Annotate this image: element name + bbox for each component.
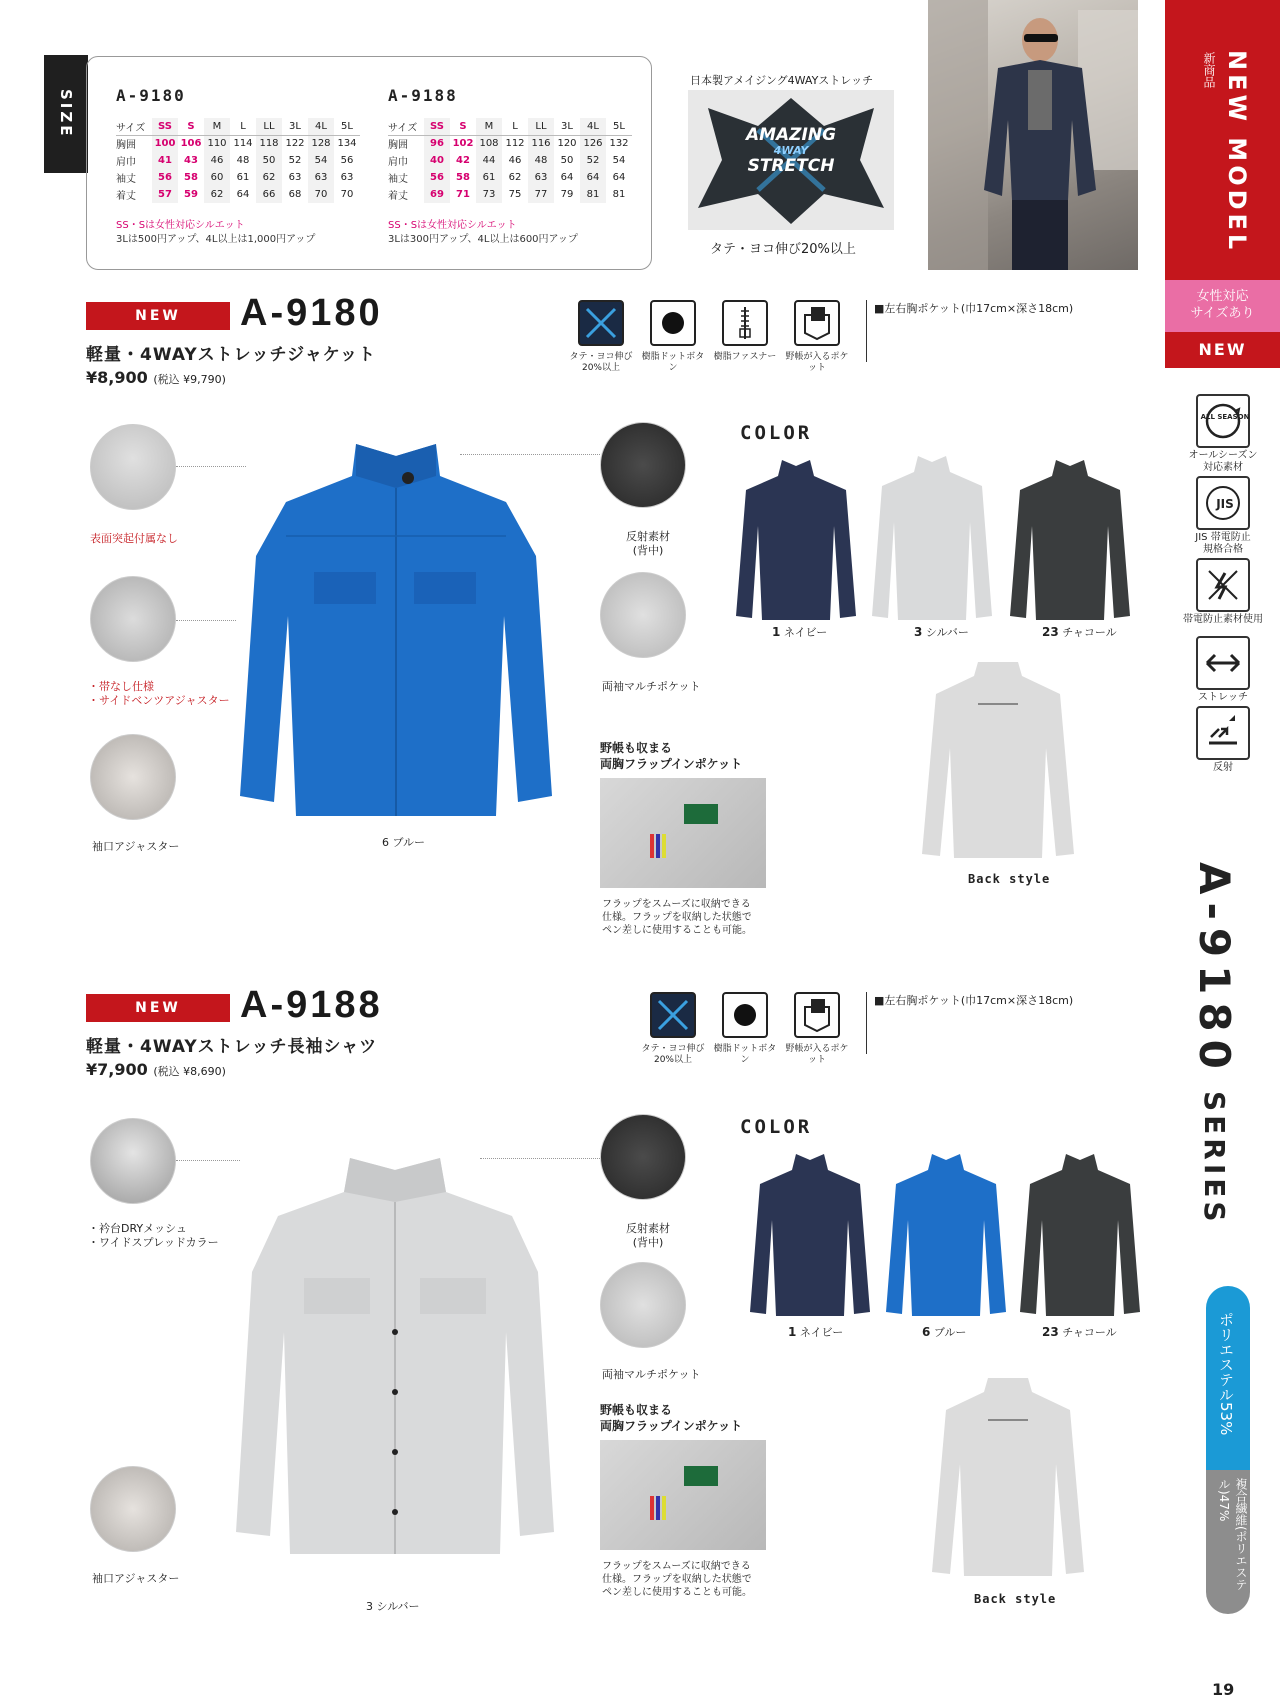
pocket-feature-desc: フラップをスムーズに収納できる 仕様。フラップを収納した状態で ペン差しに使用することも可能。 — [602, 1561, 752, 1598]
product-price — [86, 1060, 226, 1079]
all-season-text: ALL SEASON — [1200, 413, 1250, 421]
feature-label: 野帳が入るポケット — [785, 352, 849, 373]
notebook-pocket-icon — [794, 992, 840, 1038]
size-note-women: SS・Sは女性対応シルエット — [388, 220, 517, 231]
detail-reflect-photo — [600, 422, 686, 508]
product-code: A-9188 — [240, 984, 383, 1026]
product-new-tag: NEW — [86, 302, 230, 330]
detail-caption: 袖口アジャスター — [92, 1572, 180, 1585]
series-code: A-9180 — [1190, 862, 1239, 1077]
material-poly-text: ポリエステル53% — [1217, 1312, 1235, 1436]
color-swatch-navy — [734, 456, 858, 624]
detail-caption: 袖口アジャスター — [92, 840, 180, 853]
pocket-size-note: ■左右胸ポケット(巾17cm×深さ18cm) — [874, 994, 1074, 1007]
series-title — [1190, 862, 1239, 1225]
jis-icon — [1196, 476, 1250, 530]
series-word: SERIES — [1198, 1090, 1231, 1226]
color-swatch-charcoal — [1018, 1150, 1142, 1320]
reflect-icon — [1196, 706, 1250, 760]
new-badge: NEW — [1165, 332, 1280, 368]
product-name: 軽量・4WAYストレッチ長袖シャツ — [86, 1037, 378, 1057]
detail-sleeve-pocket-photo — [600, 572, 686, 658]
jis-text: JIS — [1216, 497, 1234, 511]
connector-line — [480, 1158, 600, 1159]
color-swatch-silver — [870, 452, 994, 624]
stretch-logo-line3: STRETCH — [747, 156, 835, 176]
product-name: 軽量・4WAYストレッチジャケット — [86, 345, 376, 365]
divider — [866, 300, 867, 362]
price-value: ¥7,900 — [86, 1060, 148, 1079]
product-code: A-9180 — [240, 292, 383, 334]
resin-zipper-icon — [722, 300, 768, 346]
detail-caption: 反射素材 (背中) — [626, 1222, 670, 1249]
color-caption: 3 シルバー — [914, 625, 969, 639]
color-swatch-navy — [748, 1150, 872, 1320]
side-icon-label: オールシーズン 対応素材 — [1188, 450, 1258, 473]
material-composite-badge — [1206, 1470, 1250, 1614]
feature-label: タテ・ヨコ伸び20%以上 — [569, 352, 633, 373]
pocket-feature-title: 野帳も収まる 両胸フラップインポケット — [600, 1403, 743, 1433]
price-tax: (税込 ¥8,690) — [153, 1065, 226, 1078]
stretch-caption: タテ・ヨコ伸び20%以上 — [710, 242, 856, 257]
stretch-icon — [1196, 636, 1250, 690]
page-number: 19 — [1212, 1680, 1235, 1699]
all-season-icon — [1196, 394, 1250, 448]
connector-line — [176, 1160, 240, 1161]
size-table-a9180: サイズ SS S M L LL 3L 4L 5L 胸囲 100 106 110 114 118 122 128 134 肩巾 41 43 46 48 50 52 54 56 袖丈 56 58 60 61 62 63 63 63 着丈 57 59 62 64 66 68 70 70 — [116, 118, 360, 203]
price-tax: (税込 ¥9,790) — [153, 373, 226, 386]
pocket-feature-desc: フラップをスムーズに収納できる 仕様。フラップを収納した状態で ペン差しに使用することも可能。 — [602, 899, 752, 936]
size-tab: SIZE — [44, 55, 88, 173]
detail-reflect-photo — [600, 1114, 686, 1200]
detail-cuff-photo — [90, 1466, 176, 1552]
product-price — [86, 368, 226, 387]
detail-caption: 両袖マルチポケット — [602, 1368, 701, 1381]
size-note-price: 3Lは500円アップ、4L以上は1,000円アップ — [116, 234, 316, 245]
detail-caption: ・衿台DRYメッシュ ・ワイドスプレッドカラー — [88, 1222, 219, 1249]
stretch-title: 日本製アメイジング4WAYストレッチ — [690, 74, 874, 87]
feature-label: タテ・ヨコ伸び20%以上 — [641, 1044, 705, 1065]
pocket-feature-title: 野帳も収まる 両胸フラップインポケット — [600, 741, 743, 771]
antistatic-icon — [1196, 558, 1250, 612]
resin-dot-button-icon — [650, 300, 696, 346]
color-swatch-blue — [884, 1150, 1008, 1320]
main-color-caption: 3 シルバー — [366, 1600, 420, 1613]
resin-dot-button-icon — [722, 992, 768, 1038]
side-icon-label: 反射 — [1213, 762, 1233, 773]
side-icon-label: JIS 帯電防止 規格合格 — [1195, 532, 1251, 555]
pocket-size-note: ■左右胸ポケット(巾17cm×深さ18cm) — [874, 302, 1074, 315]
detail-collar-mesh-photo — [90, 1118, 176, 1204]
color-title: COLOR — [740, 1116, 813, 1138]
new-model-text: NEW MODEL — [1223, 50, 1251, 254]
women-size-line1: 女性対応 — [1196, 289, 1249, 304]
product-new-tag: NEW — [86, 994, 230, 1022]
color-caption: 1 ネイビー — [772, 625, 828, 639]
women-size-badge — [1165, 280, 1280, 332]
material-poly-badge — [1206, 1286, 1250, 1470]
color-caption: 23 チャコール — [1042, 1325, 1117, 1339]
connector-line — [176, 620, 236, 621]
side-icon-label: ストレッチ — [1198, 692, 1248, 703]
women-size-line2: サイズあり — [1190, 306, 1255, 321]
amazing-stretch-icon — [650, 992, 696, 1038]
detail-caption: 反射素材 (背中) — [626, 530, 670, 557]
color-title: COLOR — [740, 422, 813, 444]
amazing-stretch-icon — [578, 300, 624, 346]
side-icon-label: 帯電防止素材使用 — [1183, 614, 1263, 625]
back-style-image — [918, 658, 1078, 866]
price-value: ¥8,900 — [86, 368, 148, 387]
size-table-a9188: サイズ SS S M L LL 3L 4L 5L 胸囲 96 102 108 112 116 120 126 132 肩巾 40 42 44 46 48 50 52 54 袖丈 56 58 61 62 63 64 64 64 着丈 69 71 73 75 77 79 81 81 — [388, 118, 632, 203]
detail-side-photo — [90, 576, 176, 662]
size-table-code: A-9180 — [116, 86, 186, 105]
back-style-image — [928, 1374, 1088, 1584]
detail-caption: ・帯なし仕様 ・サイドベンツアジャスター — [88, 680, 230, 707]
color-caption: 23 チャコール — [1042, 625, 1117, 639]
color-swatch-charcoal — [1008, 456, 1132, 624]
pocket-photo — [600, 778, 766, 888]
size-table-code: A-9188 — [388, 86, 458, 105]
size-note-price: 3Lは300円アップ、4L以上は600円アップ — [388, 234, 578, 245]
model-photo — [928, 0, 1138, 270]
detail-sleeve-pocket-photo — [600, 1262, 686, 1348]
main-color-caption: 6 ブルー — [382, 836, 426, 849]
detail-caption: 両袖マルチポケット — [602, 680, 701, 693]
divider — [866, 992, 867, 1054]
main-jacket-image — [236, 436, 556, 824]
size-note-women: SS・Sは女性対応シルエット — [116, 220, 245, 231]
new-product-text: 新商品 — [1202, 52, 1216, 88]
color-caption: 1 ネイビー — [788, 1325, 844, 1339]
feature-label: 野帳が入るポケット — [785, 1044, 849, 1065]
back-style-caption: Back style — [974, 1592, 1057, 1606]
material-composite-text: 複合繊維(ポリエステル)47% — [1217, 1478, 1248, 1591]
feature-label: 樹脂ドットボタン — [713, 1044, 777, 1065]
back-style-caption: Back style — [968, 872, 1051, 886]
new-model-banner — [1165, 0, 1280, 280]
feature-label: 樹脂ドットボタン — [641, 352, 705, 373]
stretch-logo-line1: AMAZING — [745, 125, 837, 145]
feature-label: 樹脂ファスナー — [713, 352, 777, 362]
notebook-pocket-icon — [794, 300, 840, 346]
stretch-fabric-image — [688, 90, 894, 230]
detail-collar-photo — [90, 424, 176, 510]
main-shirt-image — [232, 1152, 558, 1560]
detail-cuff-photo — [90, 734, 176, 820]
pocket-photo — [600, 1440, 766, 1550]
connector-line — [176, 466, 246, 467]
color-caption: 6 ブルー — [922, 1325, 967, 1339]
connector-line — [460, 454, 600, 455]
stretch-logo-line2: 4WAY — [773, 144, 809, 157]
detail-caption: 表面突起付属なし — [90, 532, 178, 545]
